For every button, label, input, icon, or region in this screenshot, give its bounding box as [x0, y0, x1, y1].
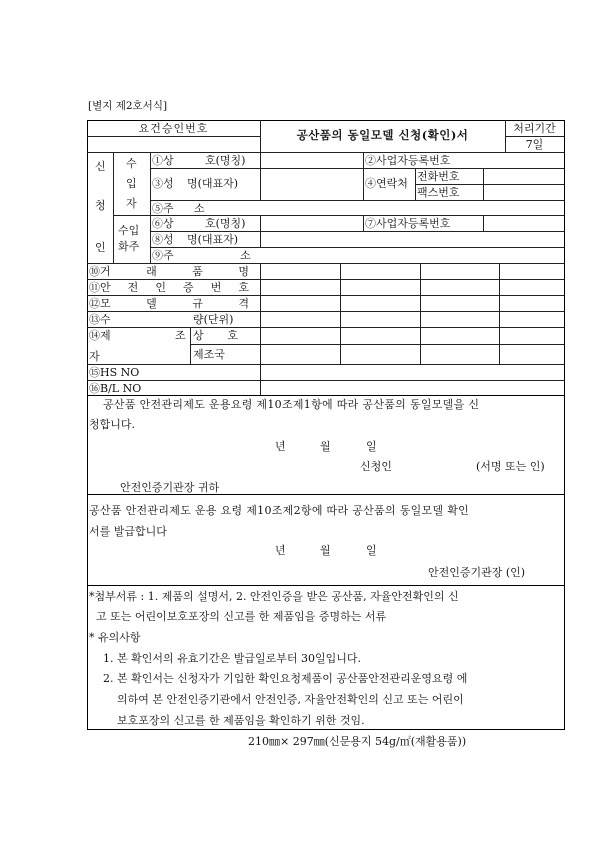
field-representative-label: ③성 — [152, 177, 174, 190]
row-quantity-label: ⑬수 — [89, 313, 111, 326]
confirmation-date-month: 월 — [320, 544, 331, 557]
row-manufacturer-label-3: 자 — [89, 350, 100, 363]
importer-char-1: 수 — [126, 157, 137, 170]
applicant-group-char-1: 신 — [95, 160, 106, 173]
consignor-trade-name-label: ⑥상 — [152, 217, 174, 230]
processing-period-label: 처리기간 — [513, 122, 556, 135]
processing-period-value: 7일 — [525, 138, 544, 151]
caution-item-1: 1. 본 확인서의 유효기간은 발급일로부터 30일입니다. — [103, 652, 361, 665]
paper-spec-footer: 210㎜× 297㎜(신문용지 54g/㎡(재활용품)) — [248, 735, 467, 748]
row-manufacturer-label-2: 조 — [175, 329, 186, 342]
caution-item-2-line2: 의하여 본 안전인증기관에서 안전인증, 자율안전확인의 신고 또는 어린이 — [117, 693, 464, 706]
field-phone-label: 전화번호 — [417, 170, 460, 183]
confirmation-issuer: 안전인증기관장 (인) — [428, 566, 526, 579]
row-certification-no-label: ⑪안 전 인 증 번 호 — [89, 281, 249, 294]
application-recipient: 안전인증기관장 귀하 — [120, 481, 220, 494]
application-statement-line1: 공산품 안전관리제도 운용요령 제10조제1항에 따라 공산품의 동일모델을 신 — [103, 398, 480, 411]
row-hs-no-label: ⑮HS NO — [89, 366, 140, 379]
consignor-representative-label: ⑧성 — [152, 233, 174, 246]
confirmation-date-year: 년 — [275, 544, 286, 557]
applicant-signature-label: 신청인 — [360, 460, 392, 473]
consignor-address-label-suffix: 소 — [240, 249, 251, 262]
applicant-group-char-3: 인 — [95, 241, 106, 254]
consignor-business-reg-label: ⑦사업자등록번호 — [365, 217, 451, 230]
caution-heading: * 유의사항 — [89, 631, 141, 644]
field-representative-label-suffix: 명(대표자) — [187, 177, 239, 190]
field-trade-name-label-suffix: 호(명칭) — [205, 154, 246, 167]
form-label: [별지 제2호서식] — [88, 100, 168, 112]
consignor-label-1: 수입 — [118, 224, 140, 237]
caution-item-2-line3: 보호포장의 신고를 한 제품임을 확인하기 위한 것임. — [117, 714, 365, 727]
application-date-day: 일 — [366, 440, 377, 453]
applicant-signature-note: (서명 또는 인) — [476, 460, 545, 473]
form-title: 공산품의 동일모델 신청(확인)서 — [296, 128, 469, 142]
row-bl-no-label: ⑯B/L NO — [89, 382, 142, 395]
row-trade-item-label: ⑩거 래 품 명 — [89, 265, 249, 278]
field-business-reg-label: ②사업자등록번호 — [365, 154, 451, 167]
field-address-label-suffix: 소 — [194, 202, 205, 215]
field-trade-name-label: ①상 — [152, 154, 174, 167]
row-manufacture-country-label: 제조국 — [193, 348, 225, 361]
application-date-year: 년 — [275, 440, 286, 453]
row-model-spec-label: ⑫모 델 규 격 — [89, 297, 249, 310]
attachment-note-line1: *첨부서류 : 1. 제품의 설명서, 2. 안전인증을 받은 공산품, 자율안전확인의 신 — [89, 590, 459, 603]
importer-char-3: 자 — [126, 197, 137, 210]
attachment-note-line2: 고 또는 어린이보호포장의 신고를 한 제품임을 증명하는 서류 — [96, 610, 387, 623]
confirmation-statement-line1: 공산품 안전관리제도 운용 요령 제10조제2항에 따라 공산품의 동일모델 확인 — [89, 504, 470, 517]
applicant-group-char-2: 청 — [95, 199, 106, 212]
row-manufacturer-name-label: 상 호 — [193, 329, 238, 342]
field-fax-label: 팩스번호 — [417, 186, 460, 199]
confirmation-date-day: 일 — [366, 544, 377, 557]
application-date-month: 월 — [320, 440, 331, 453]
row-manufacturer-label-1: ⑭제 — [89, 329, 111, 342]
approval-number-label: 요건승인번호 — [138, 122, 209, 135]
importer-char-2: 입 — [126, 177, 137, 190]
caution-item-2-line1: 2. 본 확인서는 신청자가 기입한 확인요청제품이 공산품안전관리운영요령 에 — [103, 672, 468, 685]
consignor-label-2: 화주 — [118, 240, 140, 253]
confirmation-statement-line2: 서를 발급합니다 — [89, 525, 167, 538]
field-address-label: ⑤주 — [152, 202, 174, 215]
field-contact-label: ④연락처 — [365, 177, 408, 190]
application-statement-line2: 청합니다. — [89, 418, 136, 431]
row-quantity-unit-label: 량(단위) — [193, 313, 234, 326]
consignor-representative-label-suffix: 명(대표자) — [187, 233, 239, 246]
consignor-address-label: ⑨주 — [152, 249, 174, 262]
consignor-trade-name-label-suffix: 호(명칭) — [205, 217, 246, 230]
